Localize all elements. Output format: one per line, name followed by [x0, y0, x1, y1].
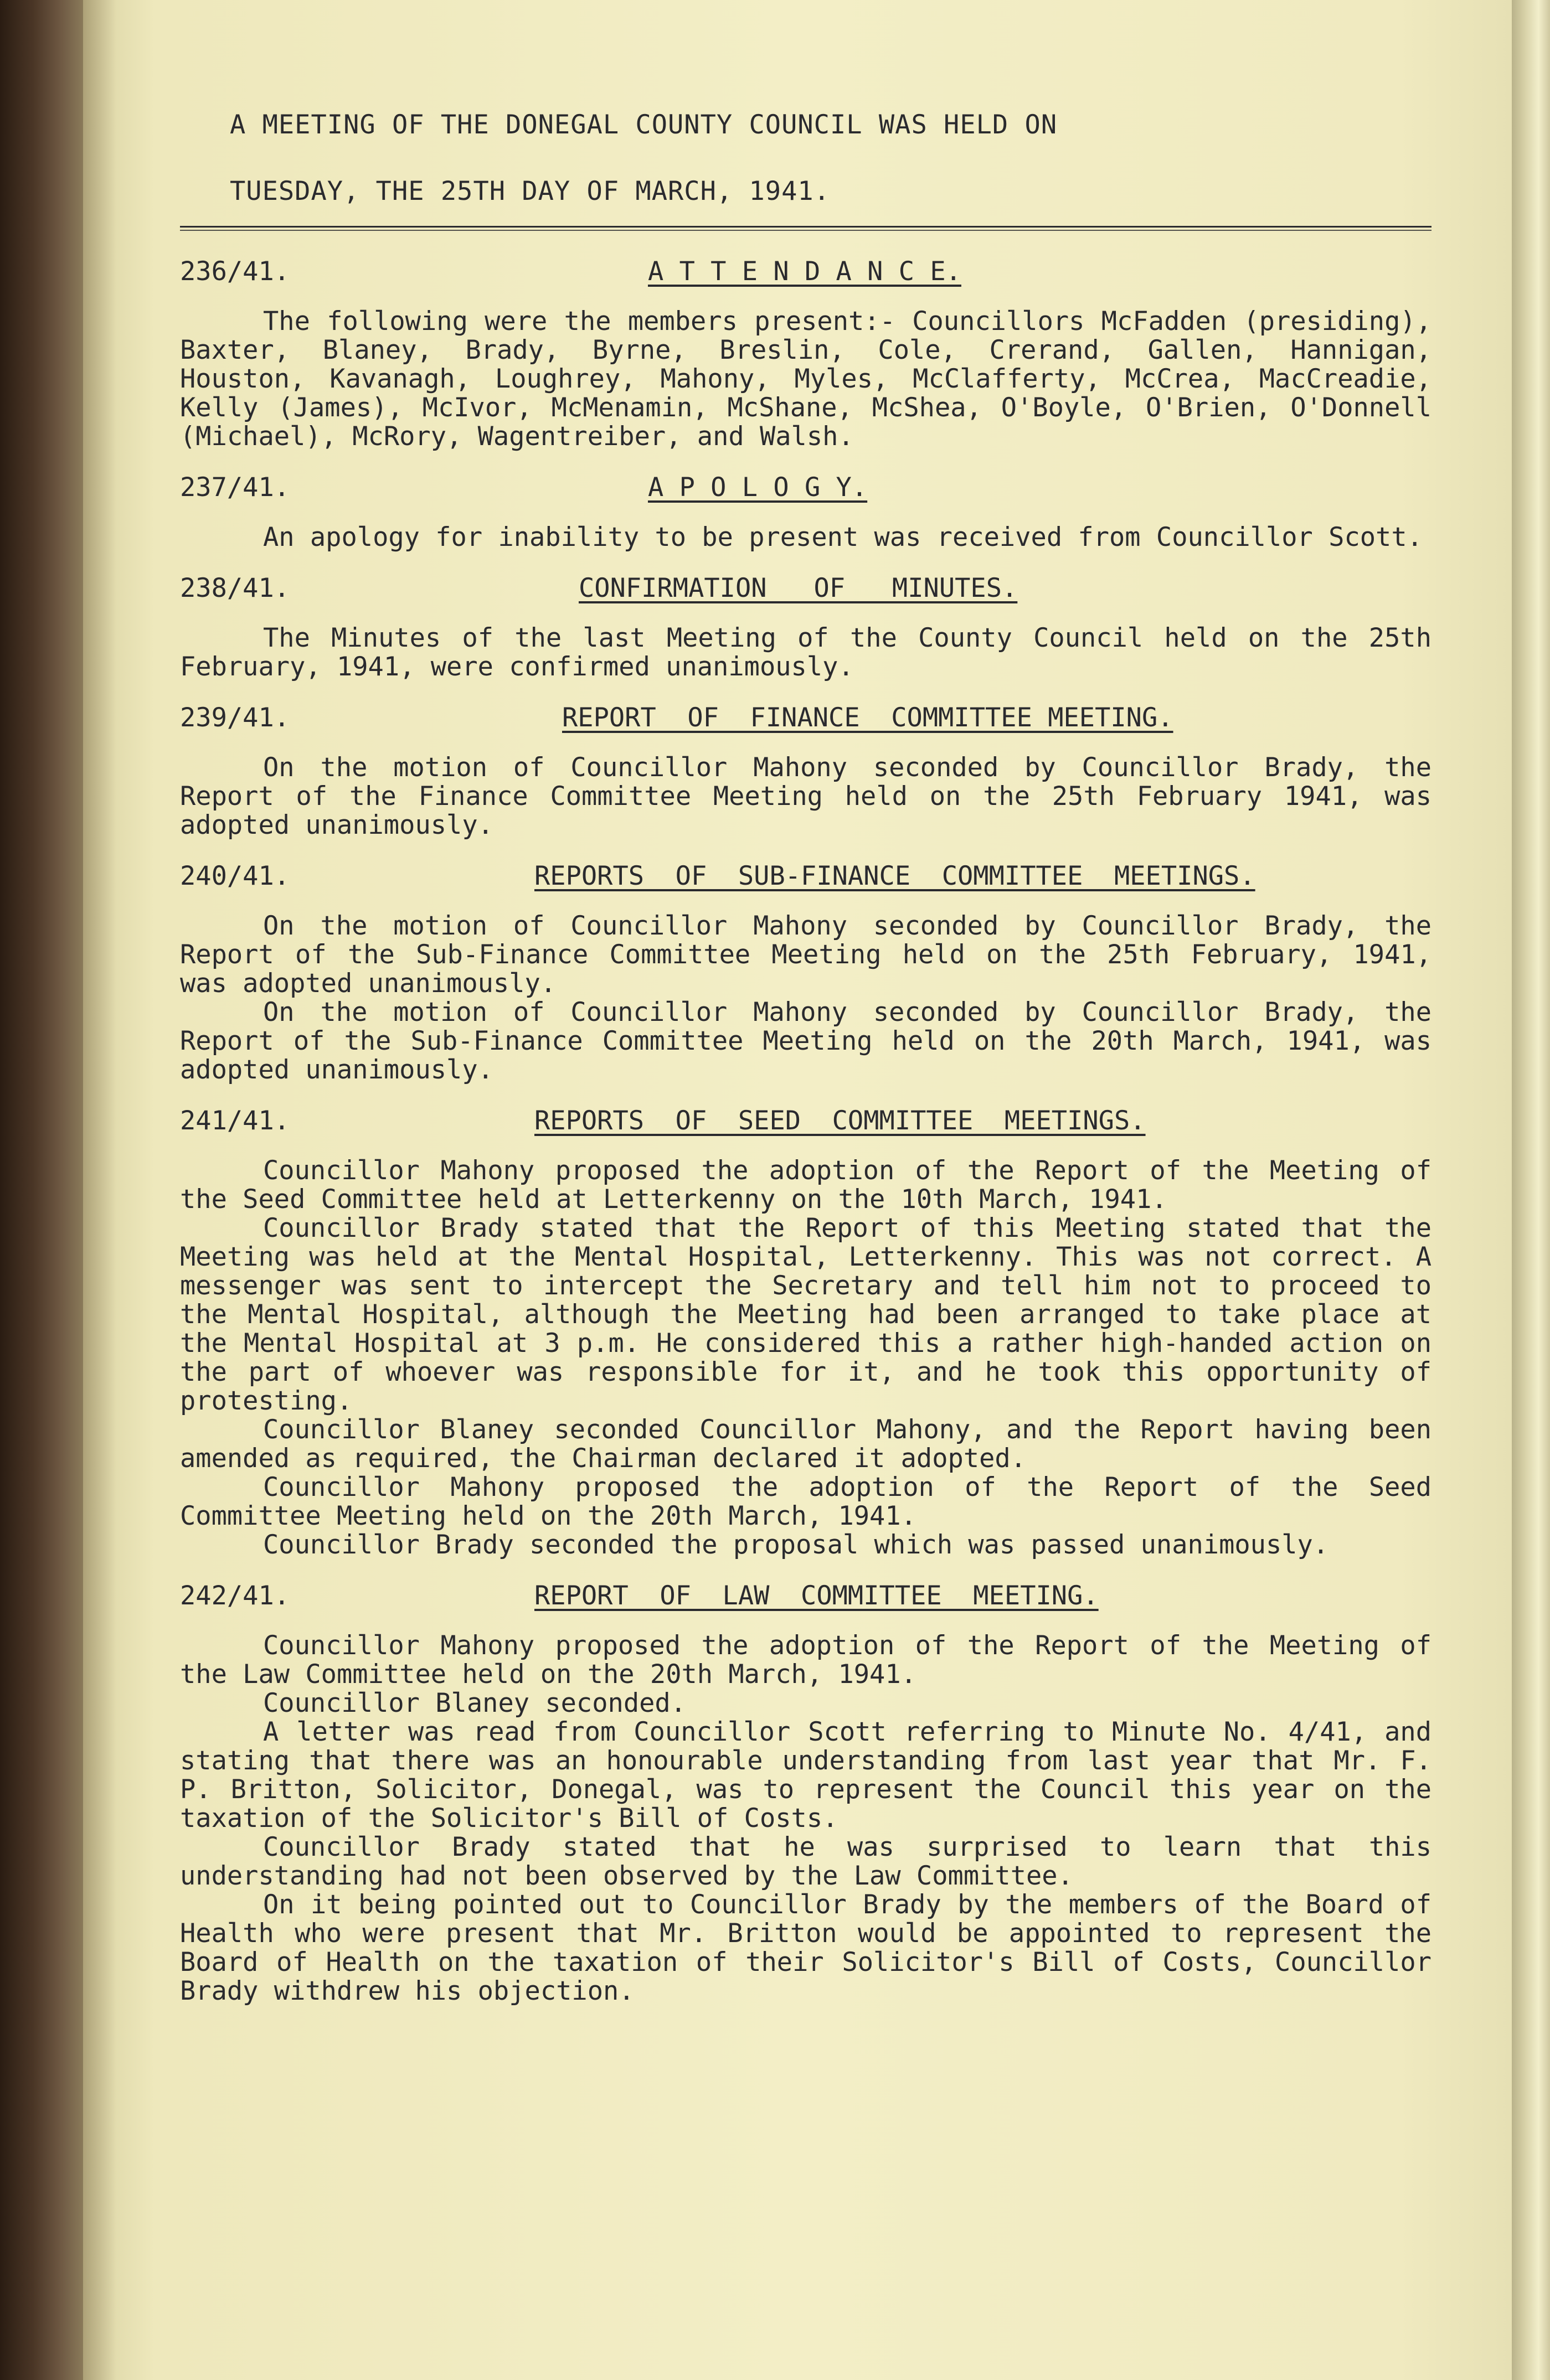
section-heading	[180, 1107, 1431, 1138]
paragraph: On the motion of Councillor Mahony seconded by Councillor Brady, the Report of the Sub-Finance Committee Meeting held on the 20th March, 1941, was adopted unanimously.	[180, 997, 1431, 1085]
book-binding	[0, 0, 83, 2380]
section-heading	[180, 1582, 1431, 1613]
page-gutter-shadow	[83, 0, 116, 2380]
section-heading	[180, 574, 1431, 605]
minute-number: 238/41.	[180, 573, 290, 603]
section-title: REPORTS OF SUB-FINANCE COMMITTEE MEETINGS.	[534, 861, 1255, 891]
header-line-2: TUESDAY, THE 25TH DAY OF MARCH, 1941.	[230, 176, 830, 206]
page-stack-edge	[1512, 0, 1550, 2380]
minute-number: 241/41.	[180, 1106, 290, 1136]
section-confirmation-of-minutes	[180, 574, 1431, 682]
minute-number: 237/41.	[180, 472, 290, 503]
section-title: CONFIRMATION OF MINUTES.	[579, 573, 1018, 603]
paragraph: Councillor Mahony proposed the adoption of the Report of the Meeting of the Law Committee held on the 20th March, 1941.	[180, 1630, 1431, 1690]
header-line-1: A MEETING OF THE DONEGAL COUNTY COUNCIL WAS HELD ON	[230, 110, 1058, 140]
section-sub-finance-committees	[180, 862, 1431, 1085]
section-apology	[180, 473, 1431, 552]
minute-number: 242/41.	[180, 1581, 290, 1611]
paragraph: On it being pointed out to Councillor Brady by the members of the Board of Health who were present that Mr. Britton would be appointed to represent the Board of Health on the taxation of their Solicitor's Bill of Costs, Councillor Brady withdrew his objection.	[180, 1889, 1431, 2006]
minute-number: 236/41.	[180, 256, 290, 287]
document-page	[83, 0, 1512, 2380]
minutes-document	[180, 111, 1431, 2028]
paragraph: The following were the members present:- Councillors McFadden (presiding), Baxter, Blaney, Brady, Byrne, Breslin, Cole, Crerand, Gallen, Hannigan, Houston, Kavanagh, Loughrey, Mahony, Myles, McClafferty, McCrea, MacCreadie, Kelly (James), McIvor, McMenamin, McShane, McShea, O'Boyle, O'Brien, O'Donnell (Michael), McRory, Wagentreiber, and Walsh.	[180, 306, 1431, 452]
section-heading	[180, 473, 1431, 504]
section-heading	[180, 862, 1431, 893]
section-attendance	[180, 257, 1431, 451]
section-title: REPORT OF FINANCE COMMITTEE MEETING.	[562, 703, 1173, 733]
section-heading	[180, 704, 1431, 735]
paragraph: On the motion of Councillor Mahony seconded by Councillor Brady, the Report of the Sub-Finance Committee Meeting held on the 25th February, 1941, was adopted unanimously.	[180, 911, 1431, 999]
section-seed-committees	[180, 1107, 1431, 1560]
section-finance-committee	[180, 704, 1431, 840]
paragraph: Councillor Brady stated that he was surprised to learn that this understanding had not been observed by the Law Committee.	[180, 1832, 1431, 1891]
paragraph: Councillor Mahony proposed the adoption of the Report of the Meeting of the Seed Committee held at Letterkenny on the 10th March, 1941.	[180, 1155, 1431, 1215]
section-law-committee	[180, 1582, 1431, 2006]
section-title: REPORT OF LAW COMMITTEE MEETING.	[534, 1581, 1099, 1611]
paragraph: A letter was read from Councillor Scott referring to Minute No. 4/41, and stating that there was an honourable understanding from last year that Mr. F. P. Britton, Solicitor, Donegal, was to represent the Council this year on the taxation of the Solicitor's Bill of Costs.	[180, 1717, 1431, 1834]
paragraph: Councillor Brady stated that the Report of this Meeting stated that the Meeting was held at the Mental Hospital, Letterkenny. This was not correct. A messenger was sent to intercept the Secretary and tell him not to proceed to the Mental Hospital, although the Meeting had been arranged to take place at the Mental Hospital at 3 p.m. He considered this a rather high-handed action on the part of whoever was responsible for it, and he took this opportunity of protesting.	[180, 1213, 1431, 1416]
meeting-header	[180, 111, 1431, 206]
paragraph: Councillor Brady seconded the proposal which was passed unanimously.	[263, 1530, 1329, 1560]
section-title: REPORTS OF SEED COMMITTEE MEETINGS.	[534, 1106, 1146, 1136]
section-title: A P O L O G Y.	[648, 472, 868, 503]
paragraph: Councillor Blaney seconded.	[263, 1688, 687, 1718]
paragraph: Councillor Mahony proposed the adoption of the Report of the Seed Committee Meeting held on the 20th March, 1941.	[180, 1472, 1431, 1531]
paragraph: Councillor Blaney seconded Councillor Mahony, and the Report having been amended as required, the Chairman declared it adopted.	[180, 1414, 1431, 1474]
paragraph: The Minutes of the last Meeting of the County Council held on the 25th February, 1941, were confirmed unanimously.	[180, 623, 1431, 682]
header-rule	[180, 226, 1431, 228]
paragraph: On the motion of Councillor Mahony seconded by Councillor Brady, the Report of the Finance Committee Meeting held on the 25th February 1941, was adopted unanimously.	[180, 752, 1431, 840]
header-rule-double	[180, 230, 1431, 231]
minute-number: 240/41.	[180, 861, 290, 891]
section-title: A T T E N D A N C E.	[648, 256, 961, 287]
minute-number: 239/41.	[180, 703, 290, 733]
section-heading	[180, 257, 1431, 288]
paragraph: An apology for inability to be present was received from Councillor Scott.	[263, 522, 1423, 553]
